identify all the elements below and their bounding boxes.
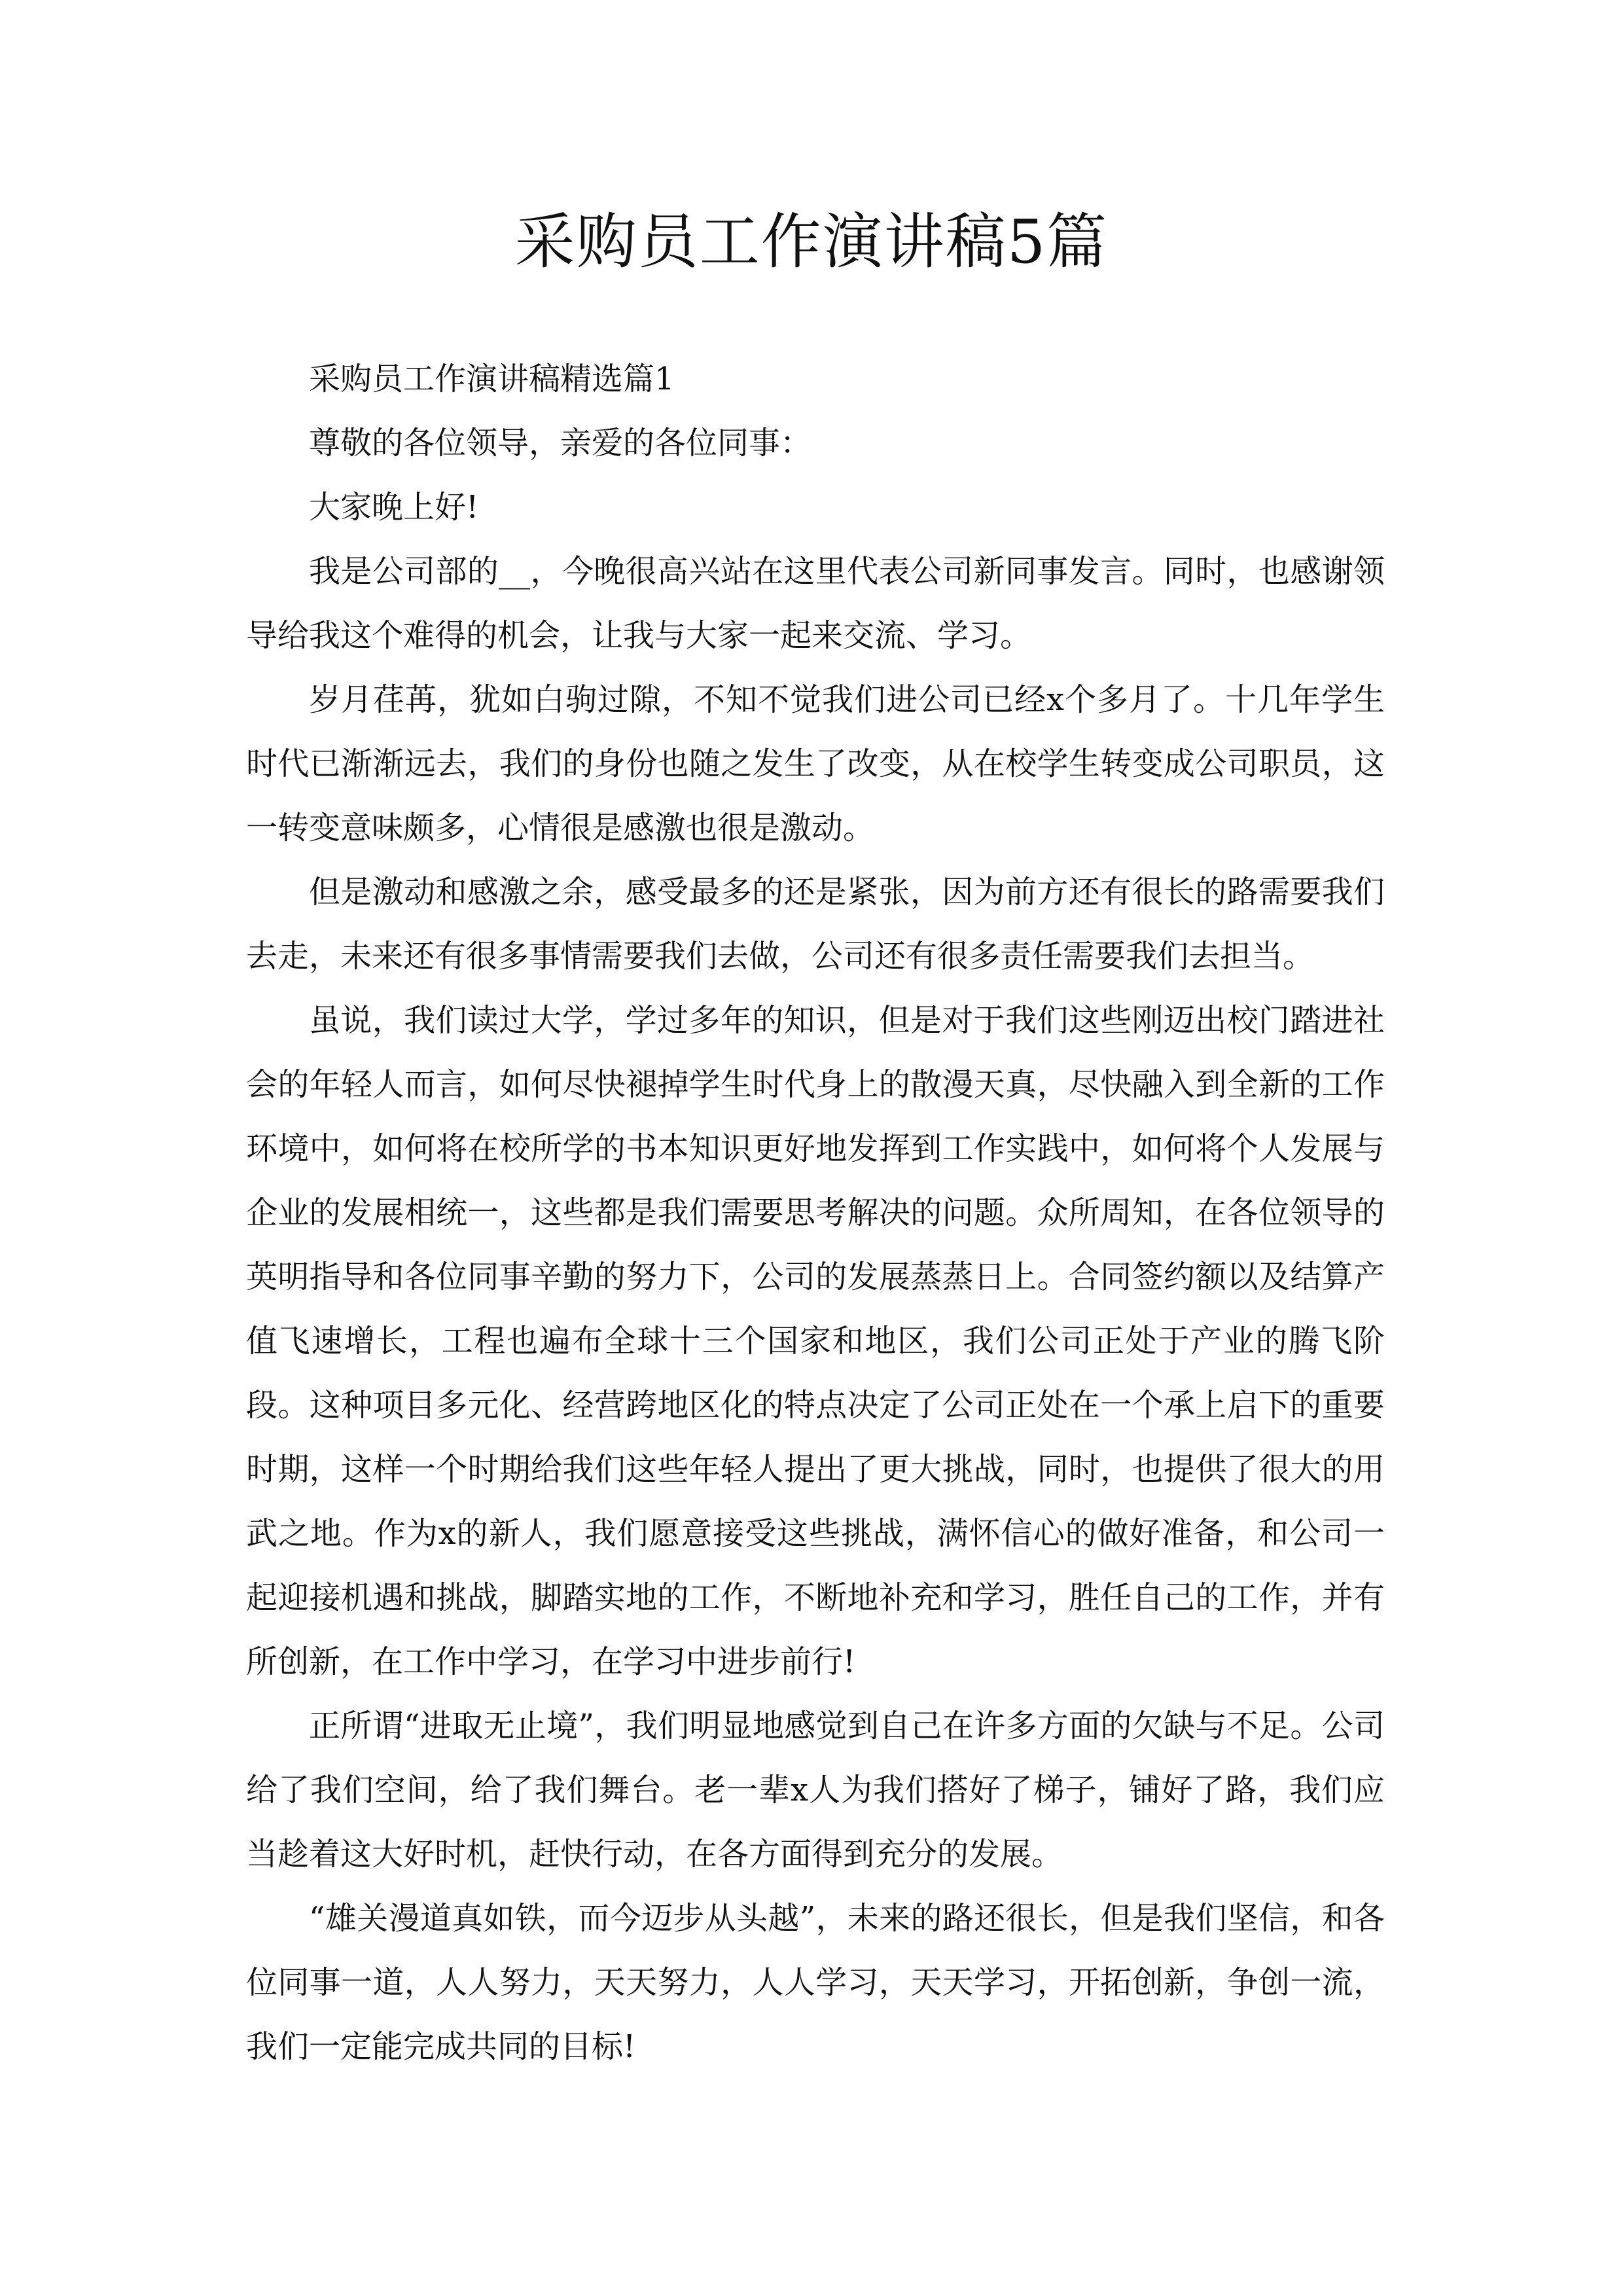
paragraph: 我是公司部的__，今晚很高兴站在这里代表公司新同事发言。同时，也感谢领导给我这个难得的机会，让我与大家一起来交流、学习。 bbox=[246, 553, 1385, 654]
greeting: 大家晚上好! bbox=[309, 489, 479, 526]
salutation: 尊敬的各位领导，亲爱的各位同事： bbox=[309, 425, 812, 461]
paragraph: 岁月荏苒，犹如白驹过隙，不知不觉我们进公司已经x个多月了。十几年学生时代已渐渐远去，我们的身份也随之发生了改变，从在校学生转变成公司职员，这一转变意味颇多，心情很是感激也很是激动。 bbox=[246, 681, 1385, 846]
paragraph: 正所谓“进取无止境”，我们明显地感觉到自己在许多方面的欠缺与不足。公司给了我们空间，给了我们舞台。老一辈x人为我们搭好了梯子，铺好了路，我们应当趁着这大好时机，赶快行动，在各方面得到充分的发展。 bbox=[246, 1708, 1385, 1873]
section-heading: 采购员工作演讲稿精选篇1 bbox=[309, 361, 675, 397]
paragraph: 但是激动和感激之余，感受最多的还是紧张，因为前方还有很长的路需要我们去走，未来还有很多事情需要我们去做，公司还有很多责任需要我们去担当。 bbox=[246, 874, 1385, 975]
document-body bbox=[246, 347, 1385, 2079]
document-title: 采购员工作演讲稿5篇 bbox=[514, 207, 1109, 277]
paragraph: 虽说，我们读过大学，学过多年的知识，但是对于我们这些刚迈出校门踏进社会的年轻人而言，如何尽快褪掉学生时代身上的散漫天真，尽快融入到全新的工作环境中，如何将在校所学的书本知识更好地发挥到工作实践中，如何将个人发展与企业的发展相统一，这些都是我们需要思考解决的问题。众所周知，在各位领导的英明指导和各位同事辛勤的努力下，公司的发展蒸蒸日上。合同签约额以及结算产值飞速增长，工程也遍布全球十三个国家和地区，我们公司正处于产业的腾飞阶段。这种项目多元化、经营跨地区化的特点决定了公司正处在一个承上启下的重要时期，这样一个时期给我们这些年轻人提出了更大挑战，同时，也提供了很大的用武之地。作为x的新人，我们愿意接受这些挑战，满怀信心的做好准备，和公司一起迎接机遇和挑战，脚踏实地的工作，不断地补充和学习，胜任自己的工作，并有所创新，在工作中学习，在学习中进步前行! bbox=[246, 1002, 1385, 1680]
paragraph: “雄关漫道真如铁，而今迈步从头越”，未来的路还很长，但是我们坚信，和各位同事一道，人人努力，天天努力，人人学习，天天学习，开拓创新，争创一流，我们一定能完成共同的目标! bbox=[246, 1900, 1385, 2065]
